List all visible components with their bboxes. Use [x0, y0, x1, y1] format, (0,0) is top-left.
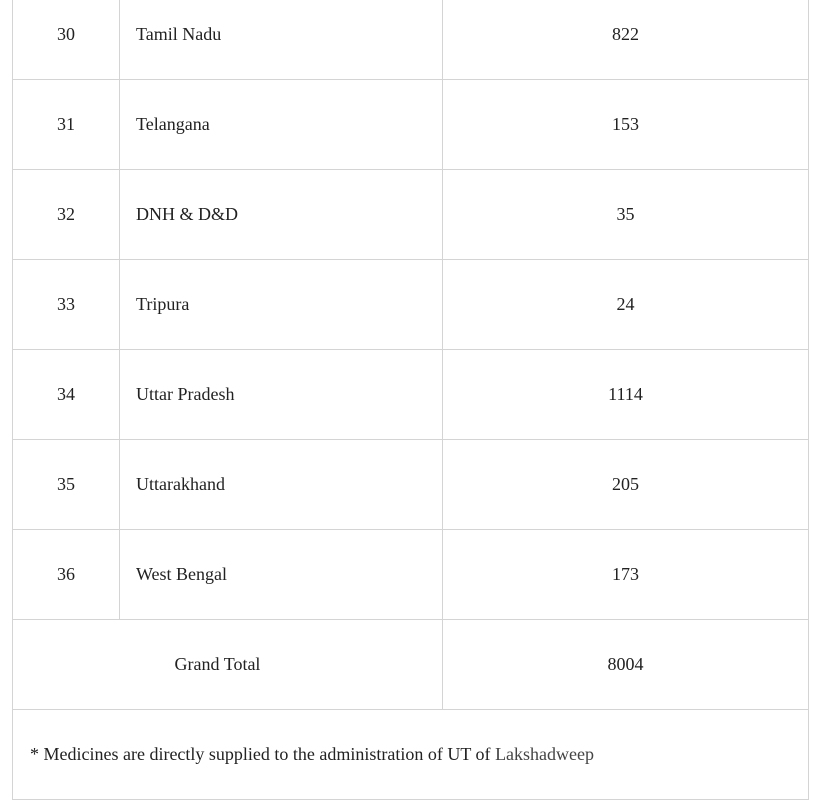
footnote-text: * Medicines are directly supplied to the administration of UT of [30, 744, 496, 764]
table-row [13, 80, 809, 170]
table-row [13, 530, 809, 620]
table-row [13, 170, 809, 260]
table-row [13, 350, 809, 440]
value-cell: 1114 [443, 350, 809, 440]
table-row [13, 260, 809, 350]
state-name-cell: Uttarakhand [120, 440, 443, 530]
serial-number-cell: 30 [13, 0, 120, 80]
serial-number-cell: 32 [13, 170, 120, 260]
value-cell: 153 [443, 80, 809, 170]
state-name-cell: West Bengal [120, 530, 443, 620]
state-name-cell: Uttar Pradesh [120, 350, 443, 440]
grand-total-value: 8004 [443, 620, 809, 710]
grand-total-row [13, 620, 809, 710]
footnote-row [13, 710, 809, 800]
table-row [13, 0, 809, 80]
table-row [13, 440, 809, 530]
serial-number-cell: 35 [13, 440, 120, 530]
value-cell: 822 [443, 0, 809, 80]
grand-total-label: Grand Total [13, 620, 443, 710]
state-medicines-table [12, 0, 809, 800]
state-name-cell: Tripura [120, 260, 443, 350]
serial-number-cell: 34 [13, 350, 120, 440]
value-cell: 35 [443, 170, 809, 260]
footnote [13, 710, 809, 800]
value-cell: 24 [443, 260, 809, 350]
value-cell: 173 [443, 530, 809, 620]
serial-number-cell: 36 [13, 530, 120, 620]
footnote-lakshadweep: Lakshadweep [495, 744, 595, 764]
serial-number-cell: 33 [13, 260, 120, 350]
state-name-cell: DNH & D&D [120, 170, 443, 260]
serial-number-cell: 31 [13, 80, 120, 170]
value-cell: 205 [443, 440, 809, 530]
state-name-cell: Tamil Nadu [120, 0, 443, 80]
state-name-cell: Telangana [120, 80, 443, 170]
